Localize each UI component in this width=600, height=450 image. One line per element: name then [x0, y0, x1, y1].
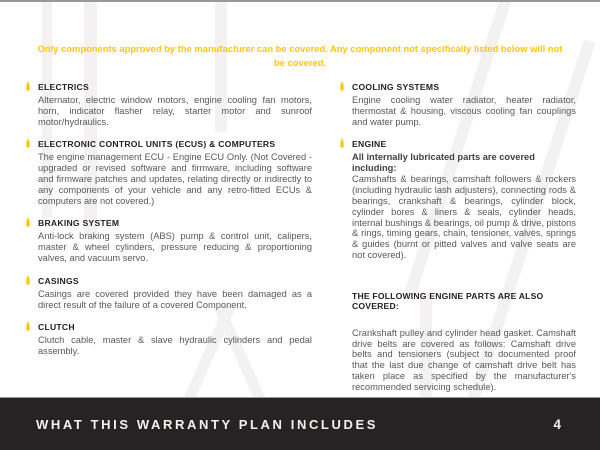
- section-engine-parts-also-covered: [338, 291, 576, 393]
- section-heading: ENGINE: [352, 139, 387, 150]
- section-body: The engine management ECU - Engine ECU Only. (Not Covered - upgraded or revised software and firmware, including software and firmware patches and updates, relating directly or indirectly to any components of your vehicle and any retro-fitted ECUs & computers are not covered.): [38, 152, 312, 206]
- page-number: 4: [553, 416, 562, 432]
- section-body: Crankshaft pulley and cylinder head gasket. Camshaft drive belts are covered as follows: Camshaft drive belts and tensioners (subject to documented proof that the last due change of camshaft drive belt has taken place as specified by the manufacturer's recommended servicing schedule).: [352, 327, 576, 392]
- section-cooling-systems: [338, 82, 576, 127]
- section-heading: ELECTRONIC CONTROL UNITS (ECUS) & COMPUTERS: [38, 139, 276, 150]
- section-braking-system: [24, 218, 312, 263]
- wrench-icon: [24, 275, 32, 286]
- section-heading: COOLING SYSTEMS: [352, 82, 440, 92]
- section-heading: THE FOLLOWING ENGINE PARTS ARE ALSO COVERED:: [352, 290, 544, 311]
- content-columns: [24, 82, 576, 405]
- section-body: Anti-lock braking system (ABS) pump & control unit, calipers, master & wheel cylinders, pressure reducing & proportioning valves, and vacuum servo.: [38, 231, 312, 263]
- coverage-warning-text: Only components approved by the manufacturer can be covered. Any component not specifically listed below will not be covered.: [37, 43, 563, 68]
- section-heading: CASINGS: [38, 275, 79, 286]
- left-column: [24, 82, 312, 405]
- section-body: Alternator, electric window motors, engine cooling fan motors, horn, indicator flasher relay, starter motor and sunroof motor/hydraulics.: [38, 95, 312, 127]
- section-clutch: [24, 322, 312, 357]
- section-heading: BRAKING SYSTEM: [38, 218, 120, 229]
- wrench-icon: [24, 217, 32, 228]
- section-ecus-computers: [24, 139, 312, 206]
- section-body: Camshafts & bearings, camshaft followers & rockers (including hydraulic lash adjusters), connecting rods & bearings, crankshaft & bearings, cylinder block, cylinder bores & liners & seals, cylinder heads, internal bushings & bearings, oil pump & drive, pistons & rings, timing gears, chain, tensioner, valves, springs & guides (burnt or pitted valves and valve seats are not covered).: [352, 174, 576, 260]
- right-column: [338, 82, 576, 405]
- section-subheading: All internally lubricated parts are covered including:: [352, 152, 535, 174]
- section-heading: ELECTRICS: [38, 82, 89, 92]
- footer-bar: [0, 397, 600, 450]
- section-engine: [338, 139, 576, 260]
- wrench-icon: [24, 321, 32, 332]
- section-body: Engine cooling water radiator, heater radiator, thermostat & housing, viscous cooling fan couplings and water pump.: [352, 95, 576, 127]
- section-electrics: [24, 82, 312, 127]
- wrench-icon: [338, 81, 346, 92]
- section-body: Casings are covered provided they have been damaged as a direct result of the failure of a covered Component.: [38, 288, 312, 310]
- wrench-icon: [24, 138, 32, 149]
- wrench-icon: [24, 81, 32, 92]
- wrench-icon: [338, 138, 346, 149]
- footer-title: WHAT THIS WARRANTY PLAN INCLUDES: [36, 416, 378, 432]
- section-casings: [24, 276, 312, 311]
- section-heading: CLUTCH: [38, 322, 75, 333]
- section-body: Clutch cable, master & slave hydraulic cylinders and pedal assembly.: [38, 335, 312, 357]
